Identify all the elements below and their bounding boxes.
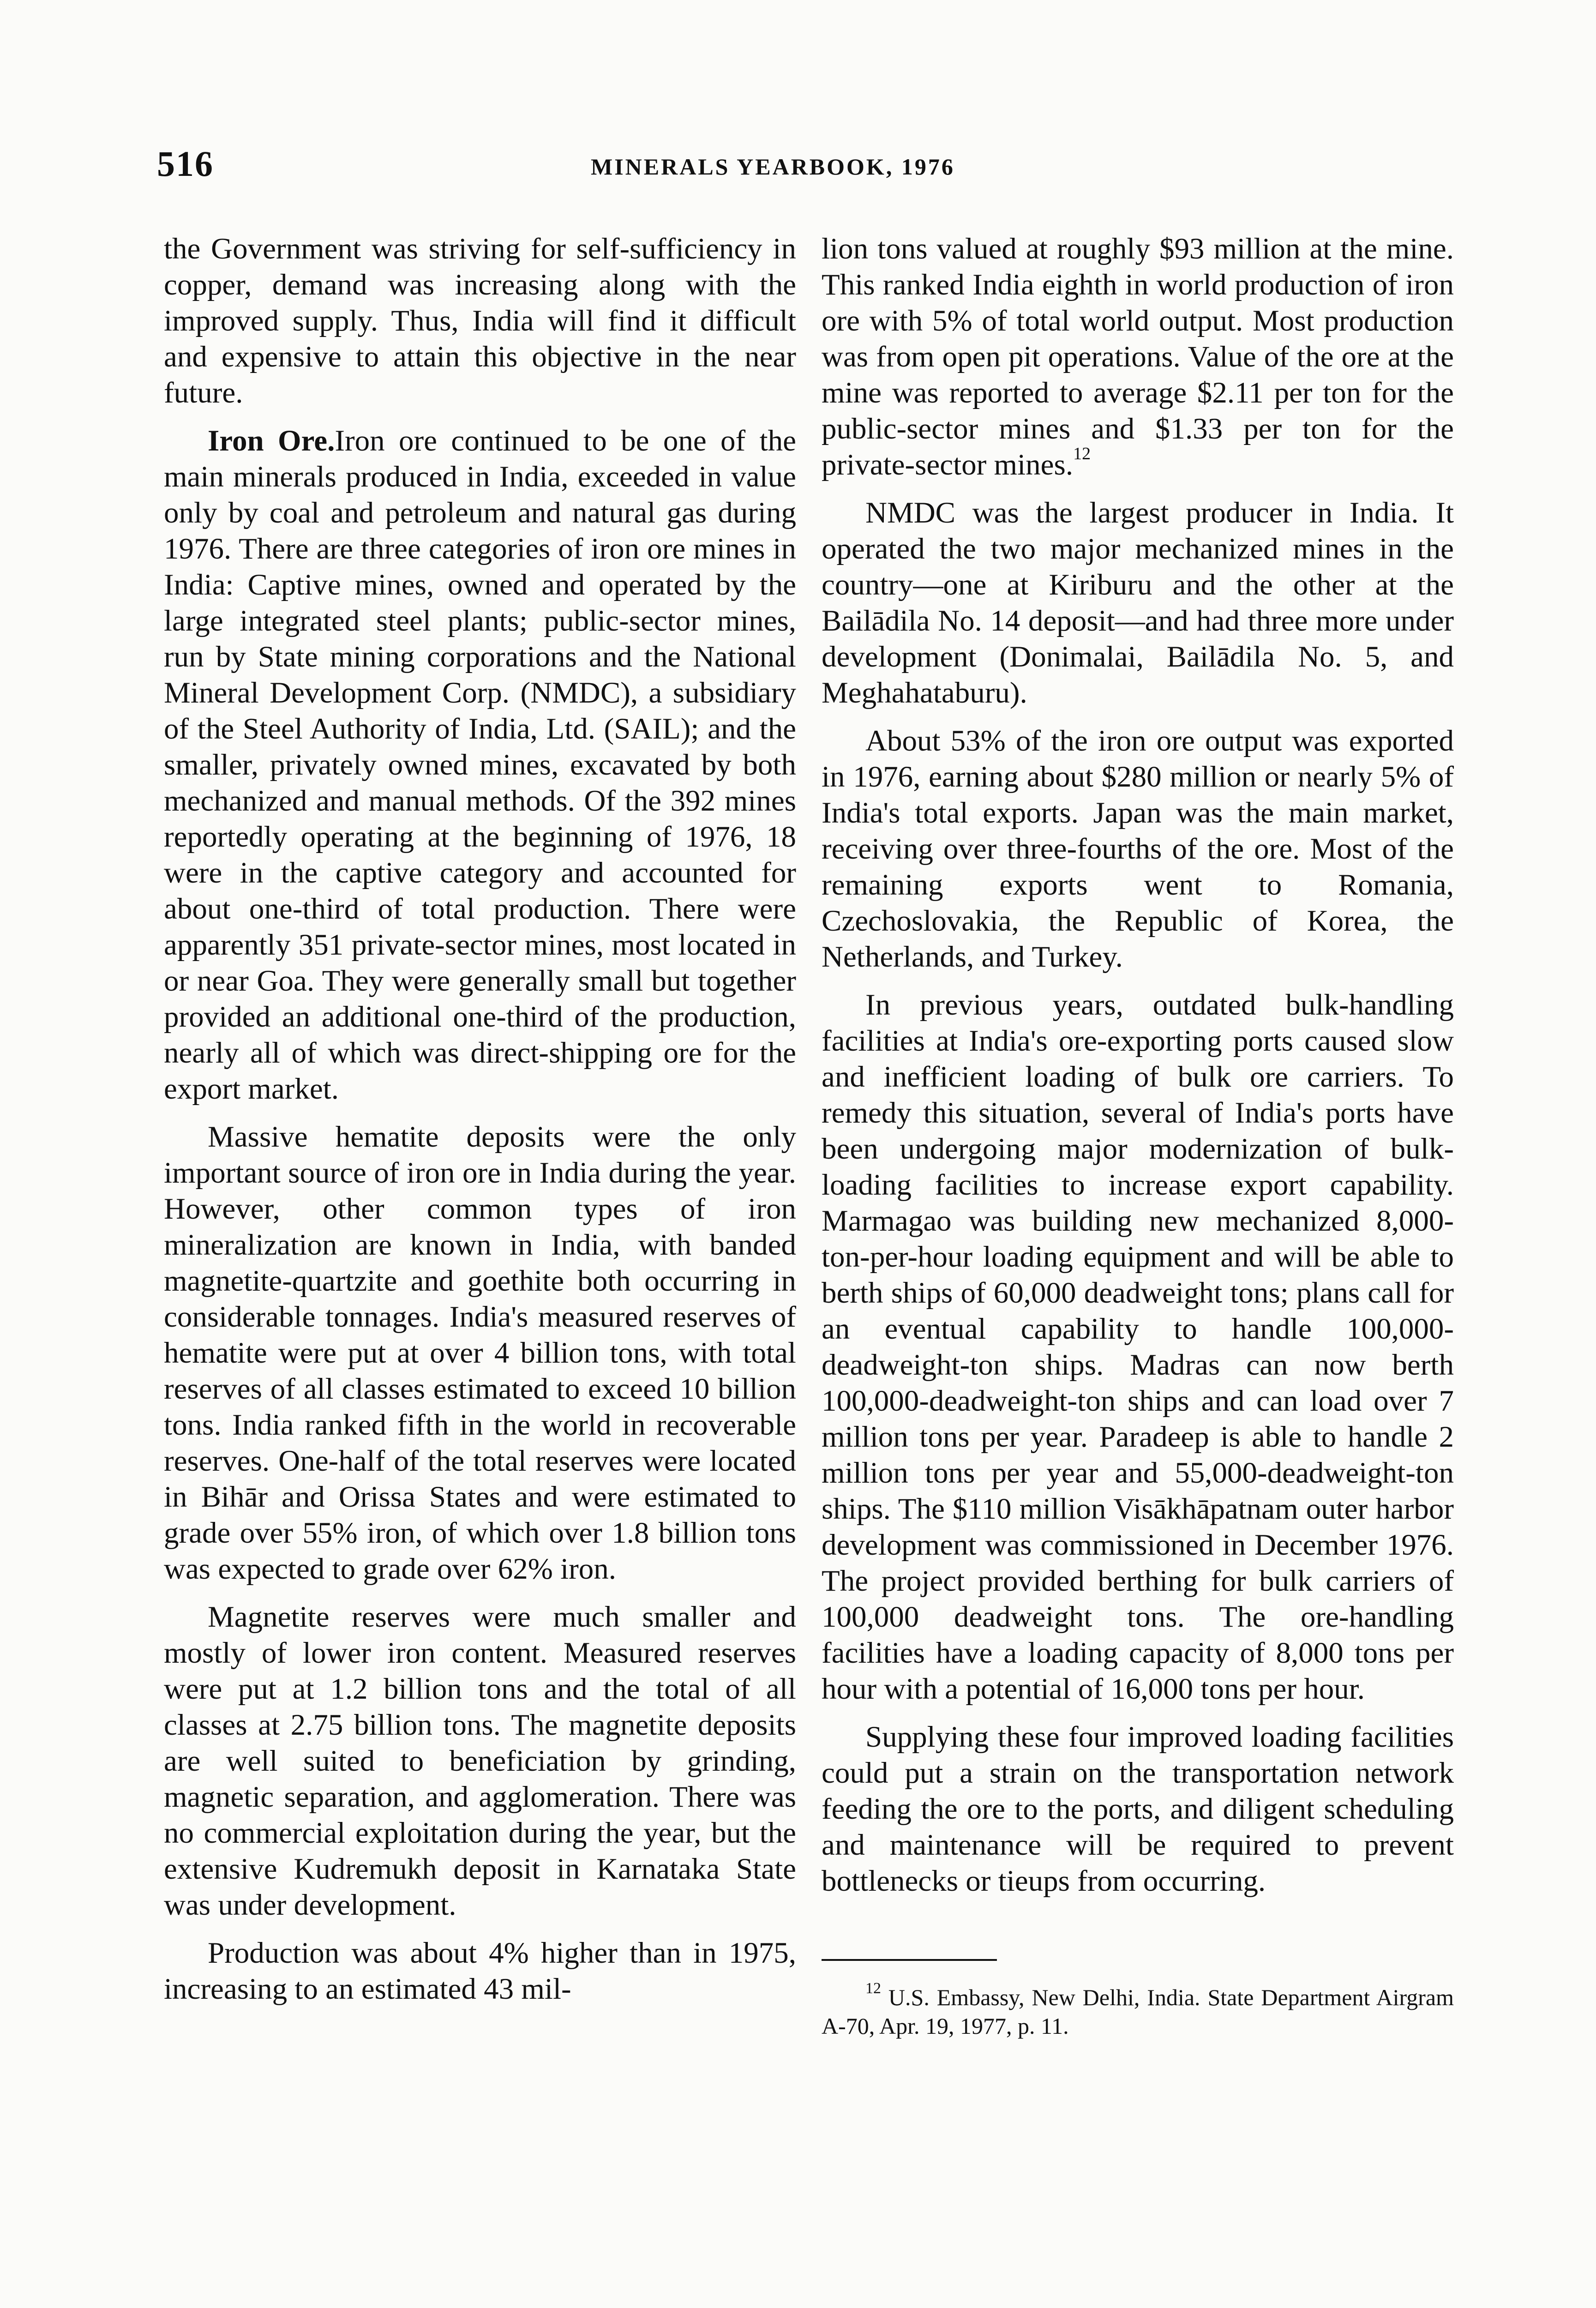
paragraph-text: Iron ore continued to be one of the main minerals produced in India, exceeded in value only by coal and petroleum and natural gas during 1976. There are three categories of iron ore mines in India: Captive mines, owned and operated by the large integrated steel plants; public-sector mines, run by State mining corporations and the National Mineral Development Corp. (NMDC), a subsidiary of the Steel Authority of India, Ltd. (SAIL); and the smaller, privately owned mines, excavated by both mechanized and manual methods. Of the 392 mines reportedly operating at the beginning of 1976, 18 were in the captive category and accounted for about one-third of total production. There were apparently 351 private-sector mines, most located in or near Goa. They were generally small but together provided an additional one-third of the production, nearly all of which was direct-shipping ore for the export market.: [164, 424, 796, 1106]
page-number: 516: [157, 144, 214, 184]
running-title: MINERALS YEARBOOK, 1976: [591, 154, 955, 180]
paragraph: About 53% of the iron ore output was exported in 1976, earning about $280 million or nearly 5% of India's total exports. Japan was the main market, receiving over three-fourths of the ore. Most of the remaining exports went to Romania, Czechoslovakia, the Republic of Korea, the Netherlands, and Turkey.: [822, 724, 1454, 974]
right-column: [822, 231, 1454, 2052]
footnote: [822, 1980, 1454, 2040]
paragraph: [822, 231, 1454, 483]
footnote-number: 12: [865, 1980, 881, 1997]
paragraph: Massive hematite deposits were the only important source of iron ore in India during the year. However, other common types of iron mineralization are known in India, with banded magnetite-quartzite and goethite both occurring in considerable tonnages. India's measured reserves of hematite were put at over 4 billion tons, with total reserves of all classes estimated to exceed 10 billion tons. India ranked fifth in the world in recoverable reserves. One-half of the total reserves were located in Bihār and Orissa States and were estimated to grade over 55% iron, of which over 1.8 billion tons was expected to grade over 62% iron.: [164, 1120, 796, 1586]
paragraph: the Government was striving for self-sufficiency in copper, demand was increasing along with the improved supply. Thus, India will find it difficult and expensive to attain this objective in the near future.: [164, 232, 796, 409]
paragraph-text: lion tons valued at roughly $93 million at the mine. This ranked India eighth in world production of iron ore with 5% of total world output. Most production was from open pit operations. Value of the ore at the mine was reported to average $2.11 per ton for the public-sector mines and $1.33 per ton for the private-sector mines.: [822, 232, 1454, 481]
paragraph: In previous years, outdated bulk-handling facilities at India's ore-exporting ports caused slow and inefficient loading of bulk ore carriers. To remedy this situation, several of India's ports have been undergoing major modernization of bulk-loading facilities to increase export capability. Marmagao was building new mechanized 8,000-ton-per-hour loading equipment and will be able to berth ships of 60,000 deadweight tons; plans call for an eventual capability to handle 100,000-deadweight-ton ships. Madras can now berth 100,000-deadweight-ton ships and can load over 7 million tons per year. Paradeep is able to handle 2 million tons per year and 55,000-deadweight-ton ships. The $110 million Visākhāpatnam outer harbor development was commissioned in December 1976. The project provided berthing for bulk carriers of 100,000 deadweight tons. The ore-handling facilities have a loading capacity of 8,000 tons per hour with a potential of 16,000 tons per hour.: [822, 988, 1454, 1706]
footnote-reference: 12: [1073, 444, 1091, 464]
footnote-divider: [822, 1959, 997, 1961]
paragraph: Supplying these four improved loading facilities could put a strain on the transportation network feeding the ore to the ports, and diligent scheduling and maintenance will be required to prevent bottlenecks or tieups from occurring.: [822, 1720, 1454, 1898]
paragraph-iron-ore: [164, 423, 796, 1107]
section-heading-iron-ore: Iron Ore.: [208, 424, 335, 457]
paragraph: Magnetite reserves were much smaller and mostly of lower iron content. Measured reserves were put at 1.2 billion tons and the total of all classes at 2.75 billion tons. The magnetite deposits are well suited to beneficiation by grinding, magnetic separation, and agglomeration. There was no commercial exploitation during the year, but the extensive Kudremukh deposit in Karnataka State was under development.: [164, 1600, 796, 1922]
paragraph: Production was about 4% higher than in 1975, increasing to an estimated 43 mil-: [164, 1936, 796, 2006]
paragraph: NMDC was the largest producer in India. It operated the two major mechanized mines in the country—one at Kiriburu and the other at the Bailādila No. 14 deposit—and had three more under development (Donimalai, Bailādila No. 5, and Meghahataburu).: [822, 496, 1454, 709]
left-column: [164, 231, 796, 2019]
page-header: [157, 143, 1462, 185]
footnote-text: U.S. Embassy, New Delhi, India. State Department Airgram A-70, Apr. 19, 1977, p. 11.: [822, 1984, 1454, 2039]
